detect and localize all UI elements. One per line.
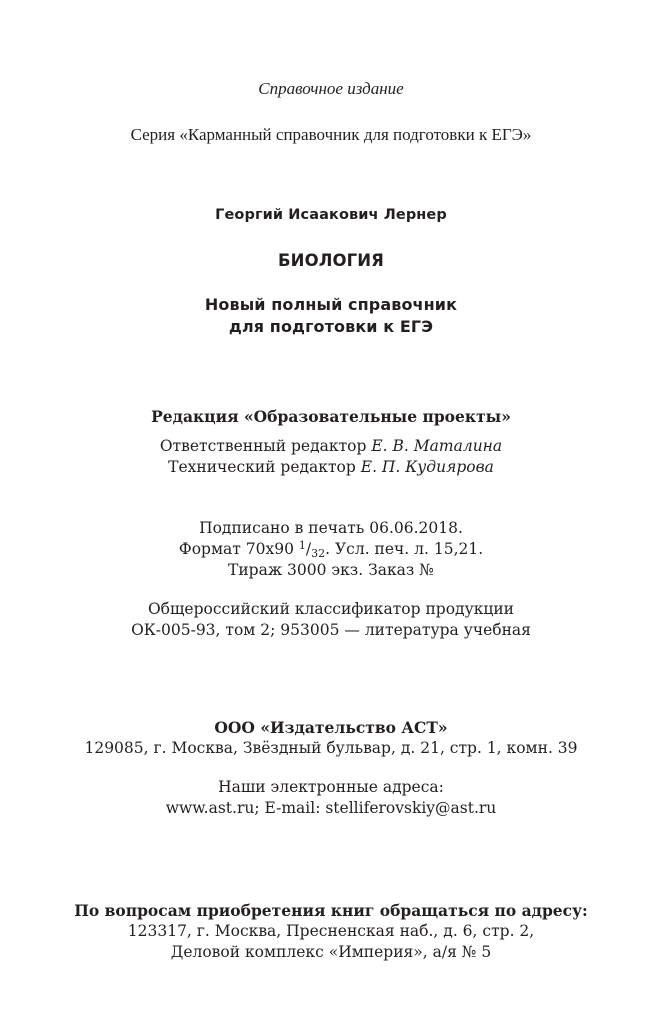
edition-type: Справочное издание	[258, 79, 404, 98]
classifier-line-2: ОК-005-93, том 2; 953005 — литература учебная	[131, 621, 531, 639]
signed-to-print: Подписано в печать 06.06.2018.	[199, 519, 463, 537]
electronic-addresses-label: Наши электронные адреса:	[218, 778, 444, 796]
publisher-name: ООО «Издательство АСТ»	[214, 718, 448, 737]
purchase-heading: По вопросам приобретения книг обращаться по адресу:	[74, 901, 588, 920]
author-name: Георгий Исаакович Лернер	[215, 207, 447, 223]
format-denominator: 32	[311, 547, 326, 560]
format-slash: /	[305, 540, 312, 558]
classifier-line-1: Общероссийский классификатор продукции	[147, 600, 515, 618]
responsible-editor-name: Е. В. Маталина	[371, 437, 503, 455]
book-subtitle-line-2: для подготовки к ЕГЭ	[228, 317, 434, 336]
technical-editor-name: Е. П. Кудиярова	[360, 458, 494, 476]
purchase-address-line-1: 123317, г. Москва, Пресненская наб., д. 6, стр. 2,	[127, 922, 535, 940]
electronic-addresses	[0, 798, 662, 819]
technical-editor	[0, 457, 662, 478]
email-label: E-mail:	[264, 799, 321, 817]
purchase-address-line-2: Деловой комплекс «Империя», а/я № 5	[170, 943, 492, 961]
series-title: Серия «Карманный справочник для подготовки к ЕГЭ»	[130, 125, 532, 144]
book-subtitle-line-1: Новый полный справочник	[204, 295, 458, 314]
print-format	[0, 539, 662, 560]
editorial-department: Редакция «Образовательные проекты»	[151, 407, 511, 426]
responsible-editor-label: Ответственный редактор	[159, 437, 367, 455]
website-link[interactable]: www.ast.ru;	[165, 799, 265, 817]
technical-editor-label: Технический редактор	[168, 458, 356, 476]
publisher-address: 129085, г. Москва, Звёздный бульвар, д. 21, стр. 1, комн. 39	[84, 739, 578, 757]
email-link[interactable]: stelliferovskiy@ast.ru	[320, 799, 497, 817]
book-title: БИОЛОГИЯ	[278, 251, 384, 270]
format-prefix: Формат 70х90	[178, 540, 299, 558]
format-numerator: 1	[298, 539, 306, 552]
format-suffix: . Усл. печ. л. 15,21.	[325, 540, 484, 558]
circulation: Тираж 3000 экз. Заказ №	[228, 561, 434, 579]
responsible-editor	[0, 436, 662, 457]
